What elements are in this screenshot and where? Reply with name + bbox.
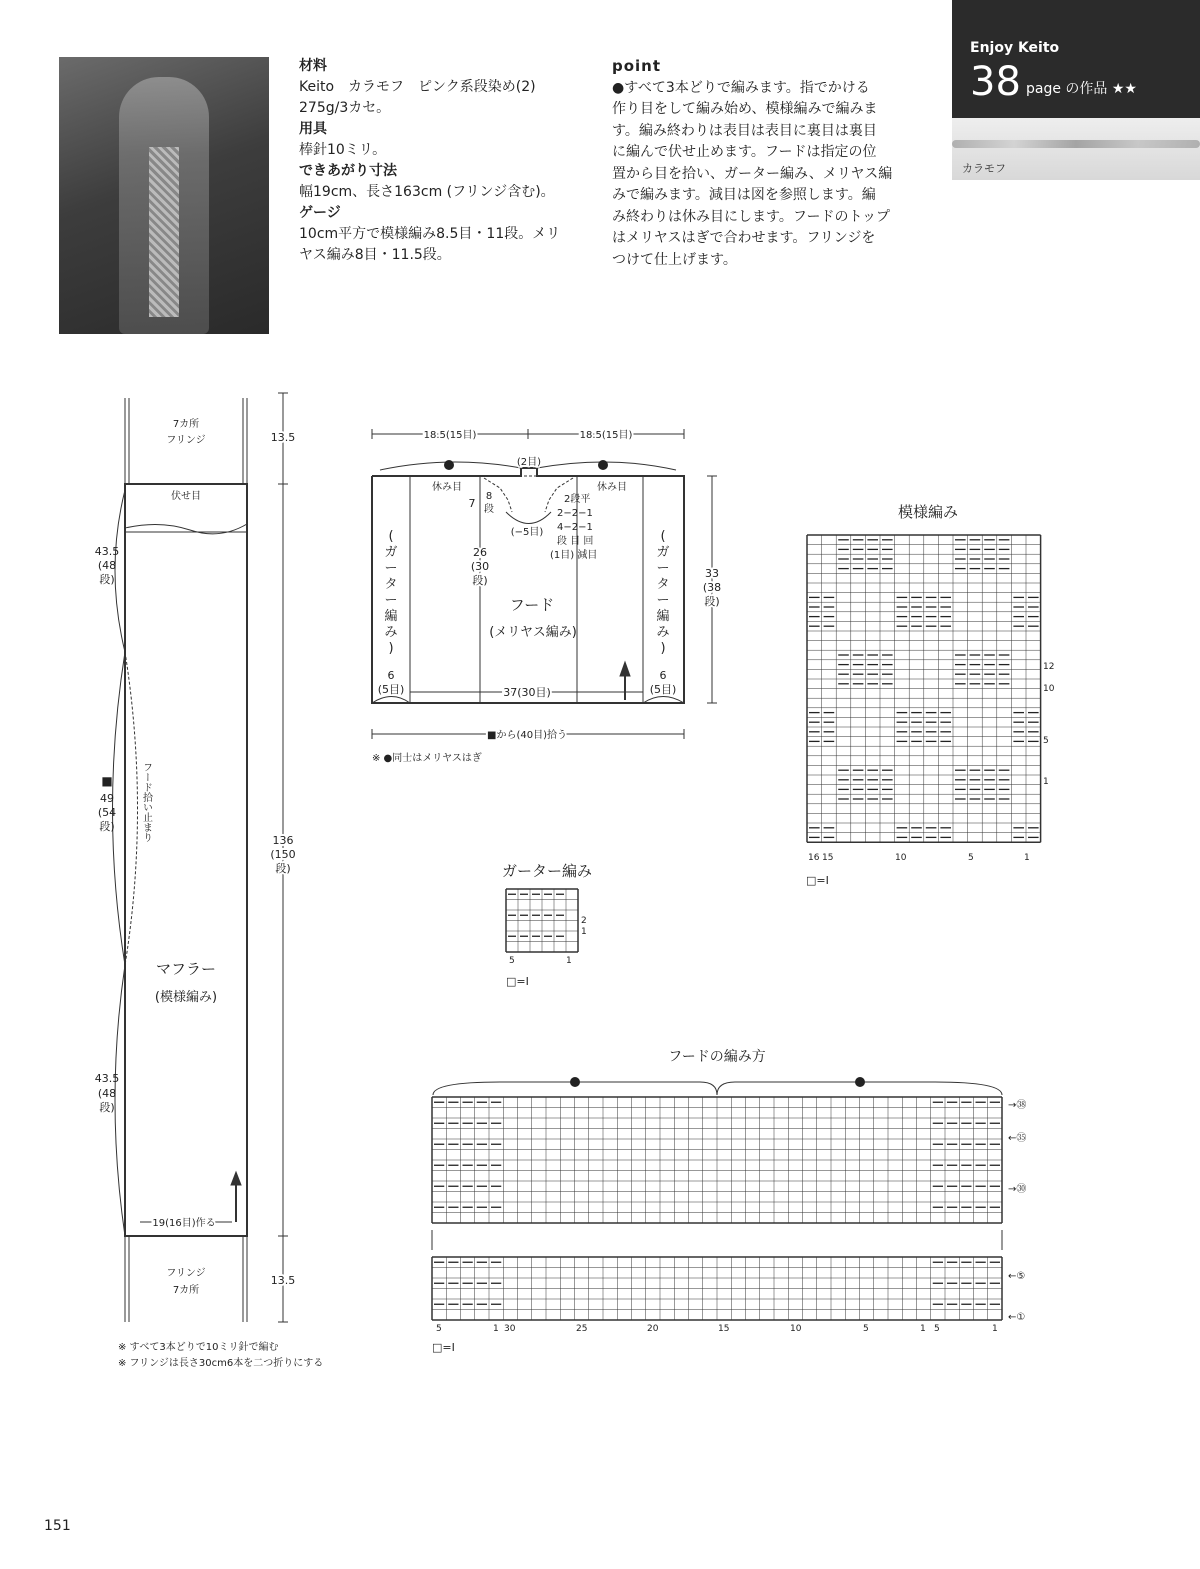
hood-edge-left: 6 [387, 669, 395, 682]
hood-chart-col-label: 1 [493, 1324, 499, 1334]
garter-right-char: ー [656, 561, 670, 576]
pattern-chart-title: 模様編み [897, 503, 959, 521]
hood-chart-col-label: 5 [934, 1324, 940, 1334]
scarf-cast-on-label: 19(16目)作る [152, 1218, 216, 1229]
pattern-col-label: 10 [895, 853, 907, 863]
pattern-row-label: 12 [1043, 662, 1055, 672]
garter-row-label: 2 [581, 916, 587, 926]
point-line: 作り目をして編み始め、模様編みで編みま [612, 101, 878, 117]
hood-dec-table: 4−2−1 [557, 522, 593, 533]
garter-right-char: ( [660, 529, 666, 544]
hood-chart-legend: □=Ⅰ [432, 1341, 455, 1354]
scarf-fringe-top-length: 13.5 [270, 431, 296, 444]
scarf-stitch-name: (模様編み) [154, 990, 218, 1005]
hood-center-stitches: (2目) [516, 457, 542, 468]
garter-left-char: ー [384, 593, 398, 608]
hood-total-height: 33 [705, 567, 719, 580]
hood-labels [372, 429, 721, 764]
scarf-section-mid-length: 49 [100, 792, 114, 805]
garter-grid [506, 889, 578, 952]
garter-left-char: ー [384, 561, 398, 576]
garter-left-char: ガ [384, 545, 398, 560]
point-line: す。編み終わりは表目は表目に裏目は裏目 [612, 122, 877, 139]
hood-chart-col-label: 1 [920, 1324, 926, 1334]
pattern-col-label: 15 [822, 853, 834, 863]
hood-chart-row-label: ←⑤ [1008, 1271, 1026, 1282]
hood-mid-height: 26 [473, 546, 487, 559]
scarf-section-top-length: 43.5 [94, 545, 120, 558]
scarf-fringe-bottom-length: 13.5 [270, 1274, 296, 1287]
hood-knitting-chart [432, 1049, 1026, 1354]
hood-edge-left-stitches: (5目) [377, 683, 405, 696]
hood-dec-rows: 8 [485, 491, 493, 502]
scarf-name: マフラー [155, 960, 217, 978]
hood-rest-left: 休み目 [432, 482, 462, 493]
hood-dec-table: 段 目 回 [557, 536, 594, 547]
garter-right-char: ) [660, 641, 666, 656]
hood-chart-row-label: →㊳ [1008, 1100, 1027, 1111]
pattern-legend: □=Ⅰ [806, 874, 829, 887]
hood-note: ※ ●同士はメリヤスはぎ [372, 753, 482, 764]
scarf-fringe-top-label: 7カ所 [172, 419, 200, 430]
tools-heading: 用具 [299, 121, 327, 137]
scarf-section-top-rows: (48 [97, 559, 117, 572]
garter-right-char: タ [656, 577, 670, 592]
pattern-row-label: 5 [1043, 736, 1049, 746]
garter-left-char: タ [384, 577, 398, 592]
brand-label: Enjoy Keito [970, 40, 1060, 56]
point-line: ●すべて3本どりで編みます。指でかける [612, 79, 870, 96]
hood-chart-col-label: 5 [863, 1324, 869, 1334]
hood-chart-col-label: 20 [647, 1324, 659, 1334]
scarf-fringe-top-label: フリンジ [166, 435, 206, 446]
material-heading: 材料 [299, 58, 327, 74]
pattern-stitch-chart [806, 503, 1055, 887]
material-text: Keito カラモフ ピンク系段染め(2) [299, 79, 536, 95]
scarf-note: ※ フリンジは長さ30cm6本を二つ折りにする [118, 1358, 324, 1369]
garter-legend: □=Ⅰ [506, 975, 529, 988]
hood-top-left-width: 18.5(15目) [423, 430, 477, 441]
hood-dec-table: (1目) 減目 [550, 550, 598, 561]
hood-total-rows: (38 [702, 581, 722, 594]
hood-name: フード [509, 596, 555, 614]
scarf-total-rows: (150 [270, 848, 296, 861]
scarf-section-mid-rows-unit: 段) [99, 820, 115, 833]
size-text: 幅19cm、長さ163cm (フリンジ含む)。 [299, 184, 555, 200]
work-page-number: 38 [970, 59, 1021, 105]
point-line: に編んで伏せ止めます。フードは指定の位 [612, 144, 877, 160]
hood-chart-row-label: →㉚ [1008, 1184, 1027, 1195]
pickup-marker: ■ [101, 774, 113, 788]
work-page-label: page の作品 ★★ [1026, 81, 1137, 97]
scarf-diagram [113, 393, 289, 1322]
garter-left-char: ) [388, 641, 394, 656]
garter-left-char: ( [388, 529, 394, 544]
hood-chart-col-label: 1 [992, 1324, 998, 1334]
hood-dec-center: (−5目) [510, 527, 544, 538]
garter-row-label: 1 [581, 927, 587, 937]
scarf-total-rows-unit: 段) [275, 862, 291, 875]
scarf-section-mid-rows: (54 [97, 806, 117, 819]
pattern-col-label: 5 [968, 853, 974, 863]
gauge-text: ヤス編み8目・11.5段。 [299, 247, 451, 263]
pattern-row-label: 10 [1043, 684, 1055, 694]
garter-right-char: ー [656, 593, 670, 608]
garter-col-label: 5 [509, 956, 515, 966]
pattern-col-label: 1 [1024, 853, 1030, 863]
size-heading: できあがり寸法 [299, 163, 397, 179]
hood-dec-rows-unit: 段 [484, 504, 494, 515]
hood-total-rows-unit: 段) [704, 595, 720, 608]
scarf-note: ※ すべて3本どりで10ミリ針で編む [118, 1342, 279, 1353]
hood-mid-rows: (30 [470, 560, 490, 573]
garter-col-label: 1 [566, 956, 572, 966]
hood-chart-row-label: ←㉟ [1008, 1133, 1027, 1144]
hood-center-width: 37(30目) [503, 686, 551, 699]
hood-pickup-label: ■から(40目)拾う [487, 730, 567, 741]
hood-mid-rows-unit: 段) [472, 574, 488, 587]
hood-dec-table: 2−2−1 [557, 508, 593, 519]
scarf-section-bottom-length: 43.5 [94, 1072, 120, 1085]
garter-right-char: 編 [656, 609, 670, 624]
hood-garter-left-label [384, 529, 397, 656]
tools-text: 棒針10ミリ。 [299, 142, 387, 158]
scarf-labels [95, 418, 323, 1369]
gauge-text: 10cm平方で模様編み8.5目・11段。メリ [299, 226, 561, 242]
page-number: 151 [44, 1518, 71, 1534]
garter-left-char: 編 [384, 609, 398, 624]
scarf-fringe-bottom-label: 7カ所 [172, 1285, 200, 1296]
hood-grid [432, 1097, 1002, 1320]
hood-edge-right: 6 [659, 669, 667, 682]
garter-chart-title: ガーター編み [501, 862, 593, 880]
point-line: つけて仕上げます。 [612, 251, 737, 268]
garter-right-char: ガ [656, 545, 670, 560]
point-line: 置から目を拾い、ガーター編み、メリヤス編 [612, 165, 893, 182]
scarf-section-bottom-rows-unit: 段) [99, 1101, 115, 1114]
hood-chart-title: フードの編み方 [668, 1049, 766, 1065]
garter-stitch-chart [502, 862, 592, 988]
hood-stitch-name: (メリヤス編み) [489, 625, 577, 640]
hood-dec-table: 2段平 [564, 494, 591, 505]
hood-chart-col-label: 15 [718, 1324, 730, 1334]
point-heading: point [612, 57, 662, 75]
scarf-section-bottom-rows: (48 [97, 1087, 117, 1100]
hood-chart-row-label: ←① [1008, 1312, 1026, 1323]
scarf-fringe-bottom-label: フリンジ [166, 1268, 206, 1279]
pattern-grid [807, 535, 1041, 842]
pattern-col-label: 16 [808, 853, 820, 863]
scarf-total-length: 136 [272, 834, 294, 847]
hood-pickup-stop-label: フード拾い止まり [140, 762, 152, 842]
hood-garter-right-label [656, 529, 669, 656]
hood-chart-col-label: 5 [436, 1324, 442, 1334]
point-line: み終わりは休み目にします。フードのトップ [612, 208, 891, 225]
scarf-bind-off-label: 伏せ目 [171, 491, 201, 502]
pattern-row-label: 1 [1043, 777, 1049, 787]
garter-right-char: み [656, 625, 670, 640]
point-line: はメリヤスはぎで合わせます。フリンジを [612, 230, 876, 246]
material-text: 275g/3カセ。 [299, 100, 391, 116]
hood-chart-col-label: 30 [504, 1324, 516, 1334]
hood-rest-right: 休み目 [597, 482, 627, 493]
garter-left-char: み [384, 625, 398, 640]
hood-chart-col-label: 25 [576, 1324, 588, 1334]
hood-top-right-width: 18.5(15目) [579, 430, 633, 441]
hood-dec-length: 7 [468, 497, 476, 510]
hood-edge-right-stitches: (5目) [649, 683, 677, 696]
scarf-section-top-rows-unit: 段) [99, 573, 115, 586]
yarn-name: カラモフ [962, 162, 1006, 175]
gauge-heading: ゲージ [299, 205, 341, 221]
point-line: みで編みます。減目は図を参照します。編 [612, 187, 876, 203]
hood-chart-col-label: 10 [790, 1324, 802, 1334]
